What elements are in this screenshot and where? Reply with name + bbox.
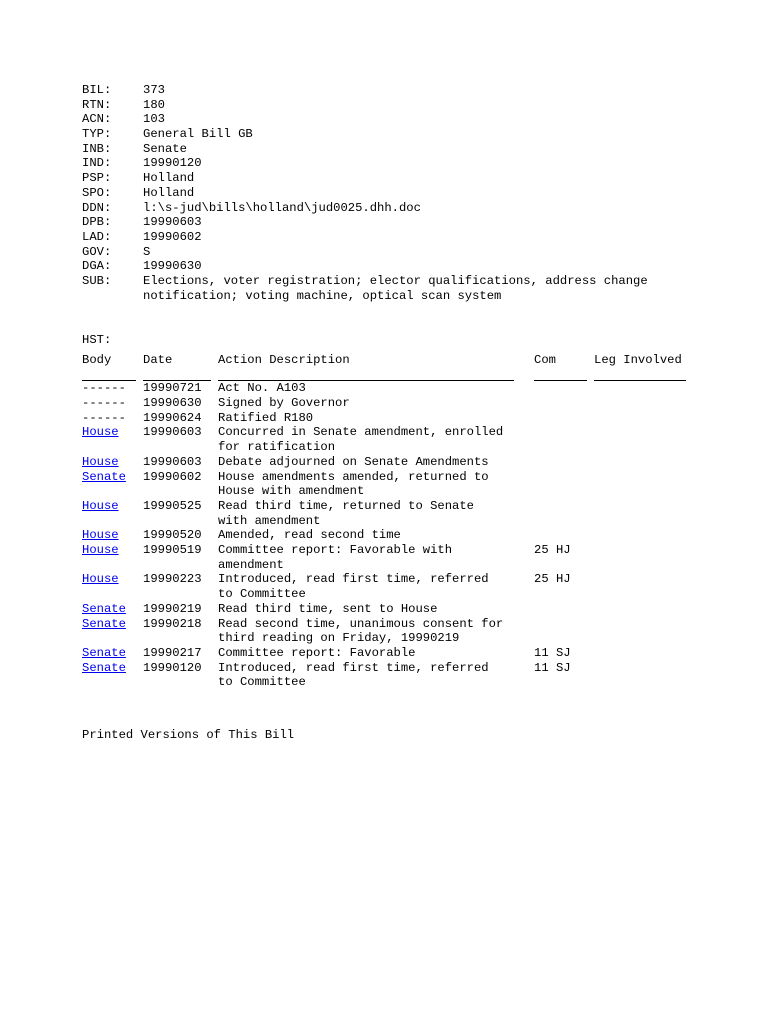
field-key: DGA: bbox=[82, 259, 112, 274]
history-action-cell bbox=[218, 396, 534, 411]
history-body-cell bbox=[82, 499, 143, 528]
history-row bbox=[82, 602, 686, 617]
action-description: Committee report: Favorable bbox=[218, 645, 416, 660]
history-body-cell bbox=[82, 528, 143, 543]
history-body-cell bbox=[82, 661, 143, 690]
field-row bbox=[82, 83, 722, 98]
history-com-cell bbox=[534, 499, 594, 528]
field-value: S bbox=[143, 244, 151, 259]
field-row bbox=[82, 98, 722, 113]
field-row bbox=[82, 259, 722, 274]
header-leg: Leg Involved bbox=[594, 352, 682, 367]
action-description: Debate adjourned on Senate Amendments bbox=[218, 454, 489, 469]
history-row bbox=[82, 646, 686, 661]
field-row bbox=[82, 274, 722, 304]
rule-date bbox=[143, 371, 218, 381]
history-action-cell bbox=[218, 602, 534, 617]
body-link[interactable]: Senate bbox=[82, 645, 126, 660]
history-action-cell bbox=[218, 425, 534, 454]
field-value: Senate bbox=[143, 141, 187, 156]
action-description: Read third time, sent to House bbox=[218, 601, 438, 616]
field-value: 19990603 bbox=[143, 215, 202, 230]
header-rule-row bbox=[82, 371, 686, 381]
field-row bbox=[82, 245, 722, 260]
history-date-cell: 19990223 bbox=[143, 572, 202, 587]
history-leg-cell bbox=[594, 528, 686, 543]
header-action: Action Description bbox=[218, 352, 350, 367]
body-link[interactable]: House bbox=[82, 528, 119, 543]
field-key: DDN: bbox=[82, 200, 112, 215]
printed-versions-label: Printed Versions of This Bill bbox=[82, 728, 295, 743]
history-date-cell: 19990218 bbox=[143, 616, 202, 631]
action-description: Introduced, read first time, referred to Committee bbox=[218, 572, 489, 602]
history-date-cell: 19990624 bbox=[143, 410, 202, 425]
history-action-cell bbox=[218, 661, 534, 690]
field-value: 19990630 bbox=[143, 259, 202, 274]
field-value: Holland bbox=[143, 171, 195, 186]
field-key: GOV: bbox=[82, 244, 112, 259]
field-key: LAD: bbox=[82, 229, 112, 244]
history-leg-cell bbox=[594, 661, 686, 690]
action-description: House amendments amended, returned to House with amendment bbox=[218, 469, 489, 499]
history-com-cell: 25 HJ bbox=[534, 543, 571, 558]
header-com: Com bbox=[534, 352, 556, 367]
history-action-cell bbox=[218, 646, 534, 661]
history-leg-cell bbox=[594, 499, 686, 528]
history-row bbox=[82, 572, 686, 601]
field-key: SUB: bbox=[82, 273, 112, 288]
history-leg-cell bbox=[594, 425, 686, 454]
history-date-cell: 19990219 bbox=[143, 601, 202, 616]
history-row bbox=[82, 425, 686, 454]
field-value: Holland bbox=[143, 185, 195, 200]
field-row bbox=[82, 215, 722, 230]
action-description: Concurred in Senate amendment, enrolled for ratification bbox=[218, 425, 504, 455]
rule-action bbox=[218, 371, 534, 381]
field-row bbox=[82, 142, 722, 157]
history-action-cell bbox=[218, 499, 534, 528]
rule-leg bbox=[594, 371, 686, 381]
body-link[interactable]: House bbox=[82, 498, 119, 513]
rule-com bbox=[534, 371, 594, 381]
field-row bbox=[82, 112, 722, 127]
field-key: TYP: bbox=[82, 127, 112, 142]
history-date-cell: 19990519 bbox=[143, 543, 202, 558]
history-com-cell: 11 SJ bbox=[534, 645, 571, 660]
history-date-cell: 19990630 bbox=[143, 396, 202, 411]
action-description: Amended, read second time bbox=[218, 528, 401, 543]
body-link[interactable]: House bbox=[82, 454, 119, 469]
history-table bbox=[82, 353, 686, 690]
body-link[interactable]: Senate bbox=[82, 616, 126, 631]
history-leg-cell bbox=[594, 617, 686, 646]
action-description: Act No. A103 bbox=[218, 381, 306, 396]
field-key: DPB: bbox=[82, 215, 112, 230]
body-link[interactable]: Senate bbox=[82, 660, 126, 675]
field-row bbox=[82, 127, 722, 142]
history-com-cell bbox=[534, 455, 594, 470]
history-action-cell bbox=[218, 470, 534, 499]
history-label: HST: bbox=[82, 332, 112, 347]
history-leg-cell bbox=[594, 396, 686, 411]
history-row bbox=[82, 617, 686, 646]
history-action-cell bbox=[218, 455, 534, 470]
history-row bbox=[82, 396, 686, 411]
history-action-cell bbox=[218, 617, 534, 646]
history-row bbox=[82, 470, 686, 499]
history-row bbox=[82, 411, 686, 426]
field-key: IND: bbox=[82, 156, 112, 171]
history-date-cell: 19990217 bbox=[143, 645, 202, 660]
history-leg-cell bbox=[594, 602, 686, 617]
history-row bbox=[82, 661, 686, 690]
field-value: 103 bbox=[143, 112, 165, 127]
body-link[interactable]: House bbox=[82, 425, 119, 440]
history-row bbox=[82, 455, 686, 470]
history-body-cell bbox=[82, 470, 143, 499]
action-description: Signed by Governor bbox=[218, 396, 350, 411]
header-body: Body bbox=[82, 352, 112, 367]
history-com-cell bbox=[534, 411, 594, 426]
history-com-cell bbox=[534, 425, 594, 454]
history-row bbox=[82, 499, 686, 528]
history-com-cell bbox=[534, 617, 594, 646]
history-date-cell: 19990603 bbox=[143, 425, 202, 440]
field-value: 180 bbox=[143, 97, 165, 112]
history-leg-cell bbox=[594, 455, 686, 470]
bill-page bbox=[82, 83, 722, 743]
history-body-cell: ------ bbox=[82, 410, 126, 425]
field-key: ACN: bbox=[82, 112, 112, 127]
history-com-cell: 25 HJ bbox=[534, 572, 571, 587]
rule-body bbox=[82, 371, 143, 381]
field-key: SPO: bbox=[82, 185, 112, 200]
history-leg-cell bbox=[594, 572, 686, 601]
history-leg-cell bbox=[594, 411, 686, 426]
history-leg-cell bbox=[594, 381, 686, 396]
header-date: Date bbox=[143, 352, 173, 367]
history-com-cell bbox=[534, 528, 594, 543]
history-com-cell: 11 SJ bbox=[534, 660, 571, 675]
history-com-cell bbox=[534, 381, 594, 396]
field-row bbox=[82, 230, 722, 245]
action-description: Committee report: Favorable with amendment bbox=[218, 543, 453, 572]
history-header-row bbox=[82, 353, 686, 372]
field-value: 373 bbox=[143, 83, 165, 97]
history-leg-cell bbox=[594, 470, 686, 499]
history-row bbox=[82, 381, 686, 396]
action-description: Read third time, returned to Senate with amendment bbox=[218, 498, 474, 528]
history-row bbox=[82, 543, 686, 572]
history-row bbox=[82, 528, 686, 543]
history-body-cell bbox=[82, 425, 143, 454]
body-link[interactable]: House bbox=[82, 572, 119, 587]
history-body-cell bbox=[82, 455, 143, 470]
field-key: INB: bbox=[82, 141, 112, 156]
history-body-cell bbox=[82, 602, 143, 617]
history-action-cell bbox=[218, 543, 534, 572]
action-description: Read second time, unanimous consent for third reading on Friday, 19990219 bbox=[218, 616, 504, 646]
history-action-cell bbox=[218, 411, 534, 426]
history-body-cell: ------ bbox=[82, 381, 126, 396]
bill-fields bbox=[82, 83, 722, 304]
history-body-cell bbox=[82, 543, 143, 572]
history-leg-cell bbox=[594, 646, 686, 661]
field-value: Elections, voter registration; elector qualifications, address change notification; voting machine, optical scan system bbox=[143, 273, 648, 303]
history-date-cell: 19990120 bbox=[143, 660, 202, 675]
history-rows bbox=[82, 381, 686, 690]
history-body-cell bbox=[82, 617, 143, 646]
history-date-cell: 19990525 bbox=[143, 498, 202, 513]
history-action-cell bbox=[218, 381, 534, 396]
field-key: BIL: bbox=[82, 83, 112, 97]
field-row bbox=[82, 186, 722, 201]
field-value: l:\s-jud\bills\holland\jud0025.dhh.doc bbox=[143, 200, 421, 215]
body-link[interactable]: House bbox=[82, 543, 119, 558]
history-com-cell bbox=[534, 396, 594, 411]
body-link[interactable]: Senate bbox=[82, 469, 126, 484]
field-key: PSP: bbox=[82, 171, 112, 186]
history-body-cell: ------ bbox=[82, 396, 126, 411]
field-row bbox=[82, 201, 722, 216]
field-key: RTN: bbox=[82, 97, 112, 112]
history-action-cell bbox=[218, 528, 534, 543]
field-value: General Bill GB bbox=[143, 127, 253, 142]
history-com-cell bbox=[534, 602, 594, 617]
history-date-cell: 19990520 bbox=[143, 528, 202, 543]
body-link[interactable]: Senate bbox=[82, 601, 126, 616]
history-body-cell bbox=[82, 646, 143, 661]
history-action-cell bbox=[218, 572, 534, 601]
action-description: Introduced, read first time, referred to Committee bbox=[218, 660, 489, 690]
field-row bbox=[82, 171, 722, 186]
field-row bbox=[82, 156, 722, 171]
field-value: 19990602 bbox=[143, 229, 202, 244]
action-description: Ratified R180 bbox=[218, 410, 314, 425]
history-date-cell: 19990721 bbox=[143, 381, 202, 396]
history-date-cell: 19990603 bbox=[143, 454, 202, 469]
field-value: 19990120 bbox=[143, 156, 202, 171]
history-date-cell: 19990602 bbox=[143, 469, 202, 484]
history-leg-cell bbox=[594, 543, 686, 572]
history-com-cell bbox=[534, 470, 594, 499]
history-body-cell bbox=[82, 572, 143, 601]
